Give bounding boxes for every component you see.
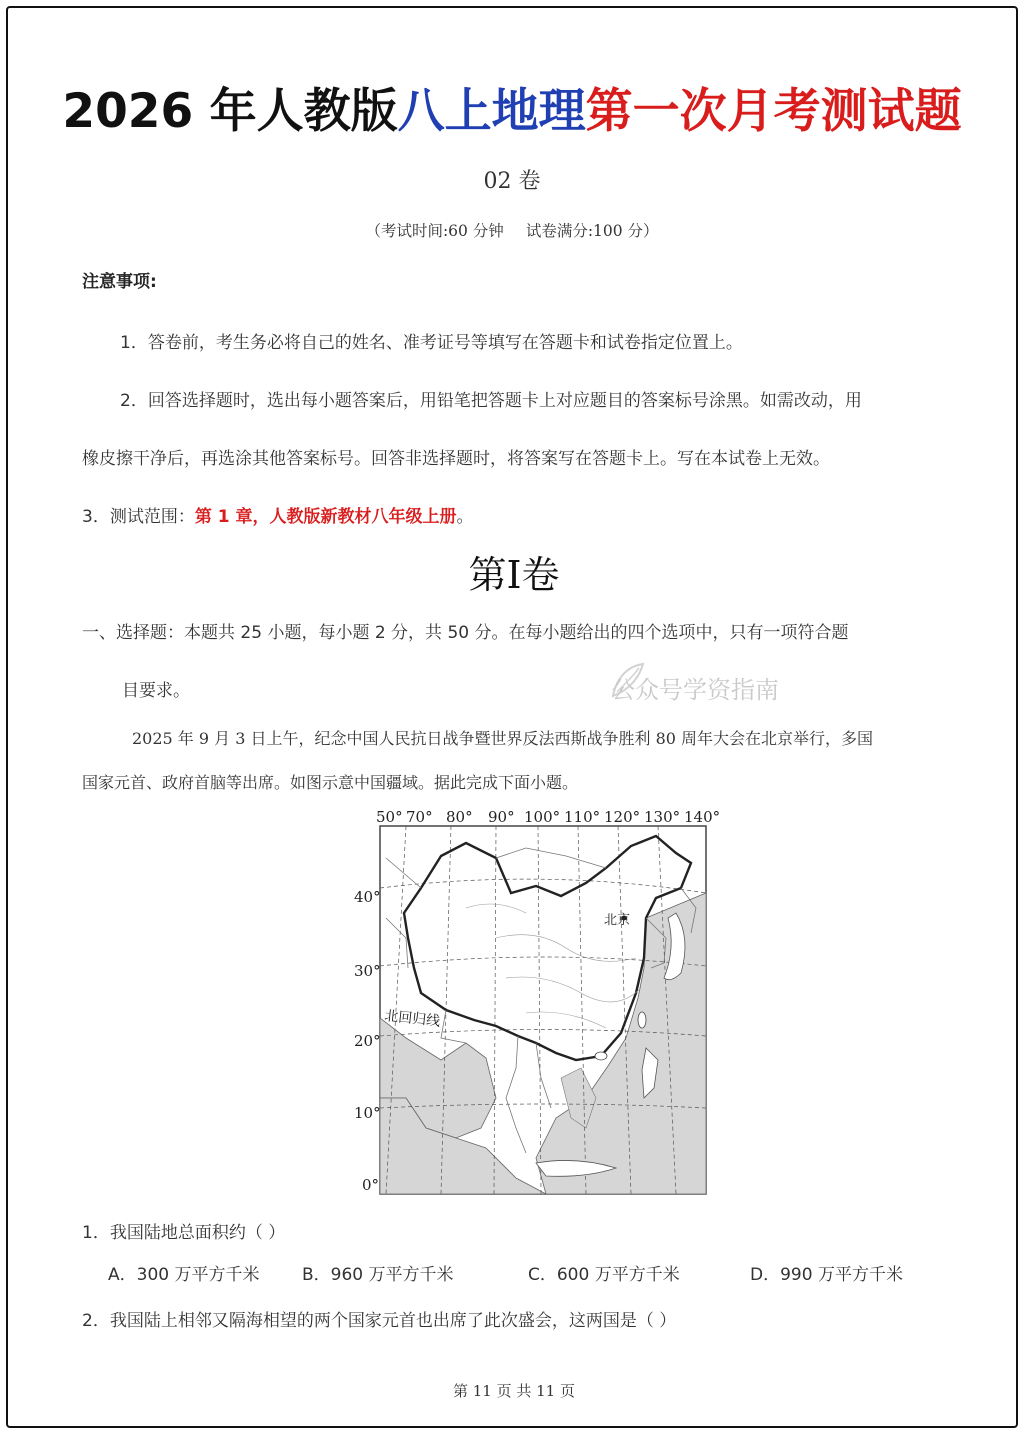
notice-item-2-line-2: 橡皮擦干净后，再选涂其他答案标号。回答非选择题时，将答案写在答题卡上。写在本试卷上无效。 — [82, 449, 830, 469]
notice-item-3-suffix: 。 — [456, 507, 474, 527]
passage-line-1: 2025 年 9 月 3 日上午，纪念中国人民抗日战争暨世界反法西斯战争胜利 80 周年大会在北京举行，多国 — [132, 729, 874, 748]
notice-item-1: 1．答卷前，考生务必将自己的姓名、准考证号等填写在答题卡和试卷指定位置上。 — [120, 333, 743, 353]
notice-item-3 — [82, 502, 474, 527]
lat-label: 30° — [354, 962, 381, 980]
lon-label: 90° — [488, 808, 515, 826]
watermark: 公众号学资指南 — [611, 676, 779, 704]
taiwan-island — [638, 1012, 646, 1028]
lon-label: 110° — [564, 808, 601, 826]
latitude-labels — [354, 888, 381, 1194]
lon-label: 80° — [446, 808, 473, 826]
lon-label: 70° — [406, 808, 433, 826]
hainan-island — [595, 1052, 607, 1060]
lon-label: 140° — [684, 808, 721, 826]
title-part-subject: 八上地理 — [397, 84, 586, 139]
notice-item-3-prefix: 3．测试范围： — [82, 507, 195, 527]
tropic-label: 北回归线 — [383, 1008, 441, 1030]
exam-time: （考试时间:60 分钟 — [365, 222, 504, 240]
lon-label: 130° — [644, 808, 681, 826]
exam-meta — [8, 219, 1016, 241]
lon-label: 120° — [604, 808, 641, 826]
lat-label: 0° — [362, 1176, 380, 1194]
beijing-label: 北京 — [604, 913, 631, 928]
passage-line-2: 国家元首、政府首脑等出席。如图示意中国疆域。据此完成下面小题。 — [82, 773, 579, 792]
china-territory-map — [346, 798, 726, 1198]
question-1-option-b[interactable]: B．960 万平方千米 — [302, 1265, 454, 1285]
lon-label: 50° — [376, 808, 403, 826]
lat-label: 20° — [354, 1032, 381, 1050]
notice-item-2-line-1: 2．回答选择题时，选出每小题答案后，用铅笔把答题卡上对应题目的答案标号涂黑。如需改动，用 — [120, 391, 862, 411]
section-instructions-line-1: 一、选择题：本题共 25 小题，每小题 2 分，共 50 分。在每小题给出的四个选项中，只有一项符合题 — [82, 623, 849, 643]
title-part-publisher: 2026 年人教版 — [62, 84, 398, 139]
question-1-option-c[interactable]: C．600 万平方千米 — [528, 1265, 680, 1285]
exam-score: 试卷满分:100 分） — [525, 222, 659, 240]
title-part-exam: 第一次月考测试题 — [585, 84, 962, 139]
question-1-option-d[interactable]: D．990 万平方千米 — [750, 1265, 903, 1285]
section-instructions-line-2: 目要求。 — [122, 681, 190, 701]
exam-title — [8, 74, 1016, 141]
page-footer: 第 11 页 共 11 页 — [452, 1382, 575, 1400]
question-1-option-a[interactable]: A．300 万平方千米 — [108, 1265, 260, 1285]
test-scope: 第 1 章，人教版新教材八年级上册 — [194, 507, 457, 527]
lat-label: 40° — [354, 888, 381, 906]
paper-version: 02 卷 — [483, 169, 541, 194]
question-1-stem: 1．我国陆地总面积约（ ） — [82, 1223, 286, 1243]
lon-label: 100° — [524, 808, 561, 826]
exam-page — [6, 6, 1018, 1428]
section-title: 第Ⅰ卷 — [468, 553, 560, 597]
lat-label: 10° — [354, 1104, 381, 1122]
notice-heading: 注意事项: — [82, 272, 157, 292]
question-2-stem: 2．我国陆上相邻又隔海相望的两个国家元首也出席了此次盛会，这两国是（ ） — [82, 1311, 677, 1331]
longitude-labels — [376, 808, 720, 826]
